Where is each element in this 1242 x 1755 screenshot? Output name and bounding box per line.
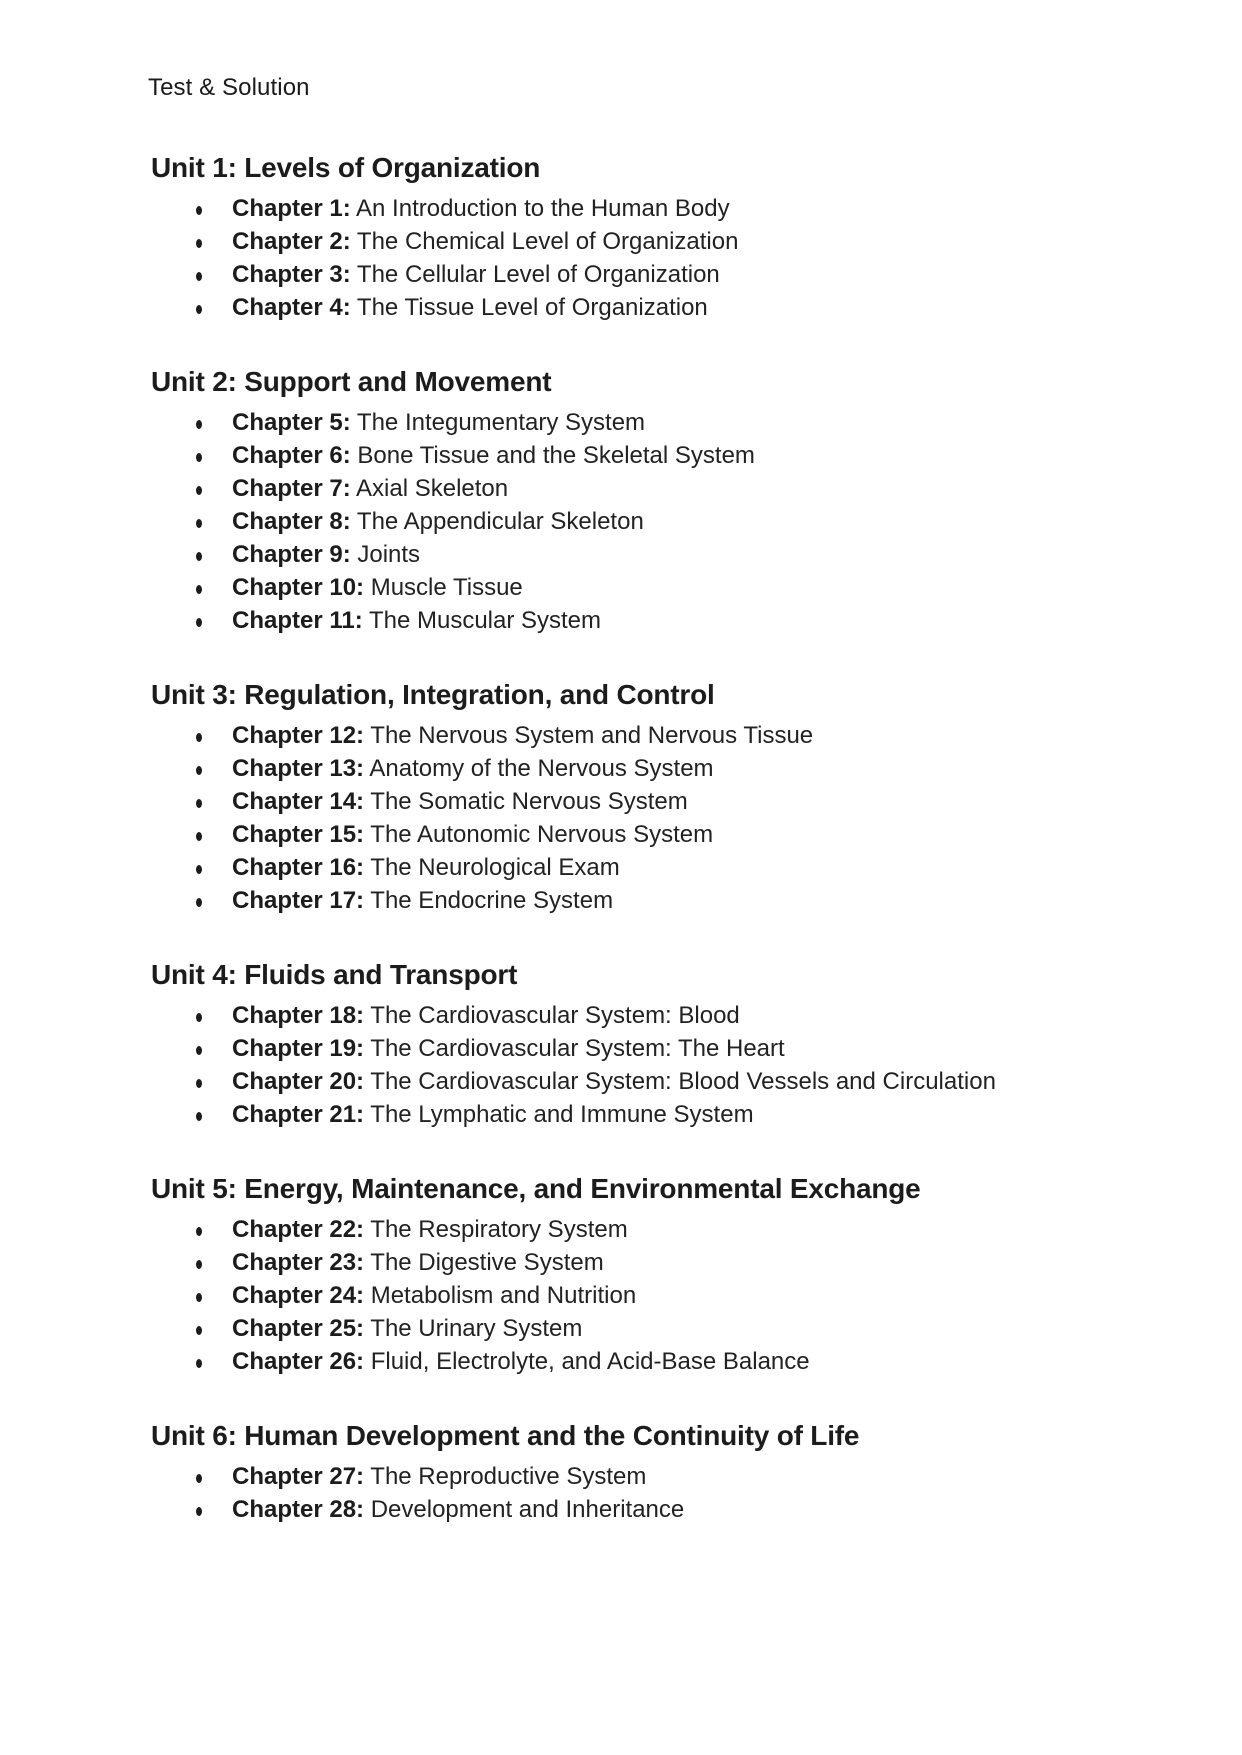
chapter-label: Chapter 21: <box>232 1101 365 1128</box>
chapter-item <box>151 884 1151 917</box>
chapter-item <box>151 999 1151 1032</box>
chapter-label: Chapter 23: <box>232 1249 365 1276</box>
chapter-title: Muscle Tissue <box>370 574 523 601</box>
bullet-icon <box>196 1260 202 1269</box>
bullet-icon <box>196 766 202 775</box>
chapter-title: The Nervous System and Nervous Tissue <box>370 722 814 749</box>
bullet-icon <box>196 832 202 841</box>
chapter-label: Chapter 3: <box>232 261 351 288</box>
chapter-item <box>151 1246 1151 1279</box>
unit-title: Unit 1: Levels of Organization <box>151 152 541 183</box>
chapter-item <box>151 1213 1151 1246</box>
chapter-title: The Cardiovascular System: The Heart <box>370 1035 785 1062</box>
chapter-label: Chapter 4: <box>232 294 351 321</box>
chapter-title: The Chemical Level of Organization <box>356 228 739 255</box>
chapter-item <box>151 851 1151 884</box>
chapter-title: The Digestive System <box>370 1249 604 1276</box>
chapter-title: Fluid, Electrolyte, and Acid-Base Balance <box>370 1348 810 1375</box>
bullet-icon <box>196 1079 202 1088</box>
chapter-item <box>151 818 1151 851</box>
chapter-item <box>151 571 1151 604</box>
chapter-title: Bone Tissue and the Skeletal System <box>357 442 755 469</box>
unit-title: Unit 4: Fluids and Transport <box>151 959 518 990</box>
chapter-title: The Tissue Level of Organization <box>356 294 708 321</box>
chapter-title: The Urinary System <box>370 1315 583 1342</box>
chapter-list <box>151 1460 1151 1526</box>
bullet-icon <box>196 1474 202 1483</box>
unit-section <box>151 1414 1151 1526</box>
chapter-item <box>151 472 1151 505</box>
chapter-title: Joints <box>357 541 421 568</box>
chapter-label: Chapter 2: <box>232 228 351 255</box>
chapter-title: The Integumentary System <box>356 409 646 436</box>
bullet-icon <box>196 618 202 627</box>
chapter-title: The Endocrine System <box>370 887 614 914</box>
chapter-title: Development and Inheritance <box>370 1496 685 1523</box>
bullet-icon <box>196 1507 202 1516</box>
unit-section <box>151 673 1151 917</box>
chapter-label: Chapter 11: <box>232 607 363 634</box>
unit-list <box>151 146 1151 1562</box>
unit-section <box>151 953 1151 1131</box>
chapter-label: Chapter 9: <box>232 541 351 568</box>
chapter-label: Chapter 26: <box>232 1348 365 1375</box>
chapter-item <box>151 1032 1151 1065</box>
chapter-title: Metabolism and Nutrition <box>370 1282 637 1309</box>
bullet-icon <box>196 585 202 594</box>
chapter-list <box>151 1213 1151 1378</box>
bullet-icon <box>196 799 202 808</box>
chapter-item <box>151 1312 1151 1345</box>
chapter-item <box>151 1493 1151 1526</box>
chapter-label: Chapter 22: <box>232 1216 365 1243</box>
unit-title: Unit 3: Regulation, Integration, and Control <box>151 679 715 710</box>
chapter-item <box>151 538 1151 571</box>
bullet-icon <box>196 519 202 528</box>
chapter-label: Chapter 10: <box>232 574 365 601</box>
bullet-icon <box>196 1227 202 1236</box>
unit-title: Unit 6: Human Development and the Continuity of Life <box>151 1420 860 1451</box>
bullet-icon <box>196 898 202 907</box>
chapter-label: Chapter 16: <box>232 854 365 881</box>
chapter-label: Chapter 28: <box>232 1496 365 1523</box>
chapter-title: The Muscular System <box>368 607 602 634</box>
chapter-title: The Lymphatic and Immune System <box>370 1101 754 1128</box>
chapter-list <box>151 999 1151 1131</box>
chapter-item <box>151 291 1151 324</box>
bullet-icon <box>196 272 202 281</box>
chapter-label: Chapter 6: <box>232 442 351 469</box>
chapter-label: Chapter 5: <box>232 409 351 436</box>
unit-title: Unit 5: Energy, Maintenance, and Environmental Exchange <box>151 1173 921 1204</box>
bullet-icon <box>196 552 202 561</box>
chapter-item <box>151 604 1151 637</box>
unit-section <box>151 146 1151 324</box>
bullet-icon <box>196 1326 202 1335</box>
chapter-title: The Somatic Nervous System <box>370 788 688 815</box>
chapter-item <box>151 1065 1151 1098</box>
chapter-item <box>151 505 1151 538</box>
bullet-icon <box>196 865 202 874</box>
chapter-title: An Introduction to the Human Body <box>356 195 730 222</box>
unit-section <box>151 360 1151 637</box>
chapter-title: The Reproductive System <box>370 1463 647 1490</box>
chapter-label: Chapter 1: <box>232 195 351 222</box>
chapter-label: Chapter 7: <box>232 475 351 502</box>
chapter-list <box>151 406 1151 637</box>
chapter-title: Axial Skeleton <box>356 475 509 502</box>
unit-section <box>151 1167 1151 1378</box>
chapter-item <box>151 406 1151 439</box>
chapter-list <box>151 719 1151 917</box>
bullet-icon <box>196 486 202 495</box>
chapter-label: Chapter 20: <box>232 1068 365 1095</box>
chapter-item <box>151 752 1151 785</box>
chapter-title: The Appendicular Skeleton <box>356 508 644 535</box>
chapter-item <box>151 785 1151 818</box>
bullet-icon <box>196 305 202 314</box>
chapter-label: Chapter 24: <box>232 1282 365 1309</box>
chapter-label: Chapter 12: <box>232 722 365 749</box>
bullet-icon <box>196 206 202 215</box>
chapter-label: Chapter 25: <box>232 1315 365 1342</box>
bullet-icon <box>196 733 202 742</box>
bullet-icon <box>196 1293 202 1302</box>
bullet-icon <box>196 239 202 248</box>
chapter-label: Chapter 14: <box>232 788 365 815</box>
bullet-icon <box>196 453 202 462</box>
unit-title: Unit 2: Support and Movement <box>151 366 552 397</box>
bullet-icon <box>196 420 202 429</box>
chapter-label: Chapter 13: <box>232 755 365 782</box>
bullet-icon <box>196 1359 202 1368</box>
chapter-item <box>151 439 1151 472</box>
chapter-item <box>151 1279 1151 1312</box>
page-header: Test & Solution <box>148 74 310 101</box>
chapter-item <box>151 258 1151 291</box>
chapter-item <box>151 1460 1151 1493</box>
bullet-icon <box>196 1112 202 1121</box>
chapter-item <box>151 192 1151 225</box>
chapter-label: Chapter 27: <box>232 1463 365 1490</box>
chapter-label: Chapter 18: <box>232 1002 365 1029</box>
bullet-icon <box>196 1013 202 1022</box>
chapter-item <box>151 719 1151 752</box>
chapter-title: The Cardiovascular System: Blood Vessels and Circulation <box>370 1068 996 1095</box>
chapter-label: Chapter 19: <box>232 1035 365 1062</box>
chapter-title: The Autonomic Nervous System <box>370 821 714 848</box>
bullet-icon <box>196 1046 202 1055</box>
chapter-title: Anatomy of the Nervous System <box>369 755 714 782</box>
chapter-title: The Cardiovascular System: Blood <box>370 1002 740 1029</box>
chapter-title: The Respiratory System <box>370 1216 628 1243</box>
chapter-label: Chapter 17: <box>232 887 365 914</box>
chapter-title: The Cellular Level of Organization <box>356 261 720 288</box>
chapter-item <box>151 225 1151 258</box>
chapter-list <box>151 192 1151 324</box>
chapter-label: Chapter 15: <box>232 821 365 848</box>
chapter-title: The Neurological Exam <box>370 854 620 881</box>
chapter-item <box>151 1345 1151 1378</box>
chapter-label: Chapter 8: <box>232 508 351 535</box>
chapter-item <box>151 1098 1151 1131</box>
